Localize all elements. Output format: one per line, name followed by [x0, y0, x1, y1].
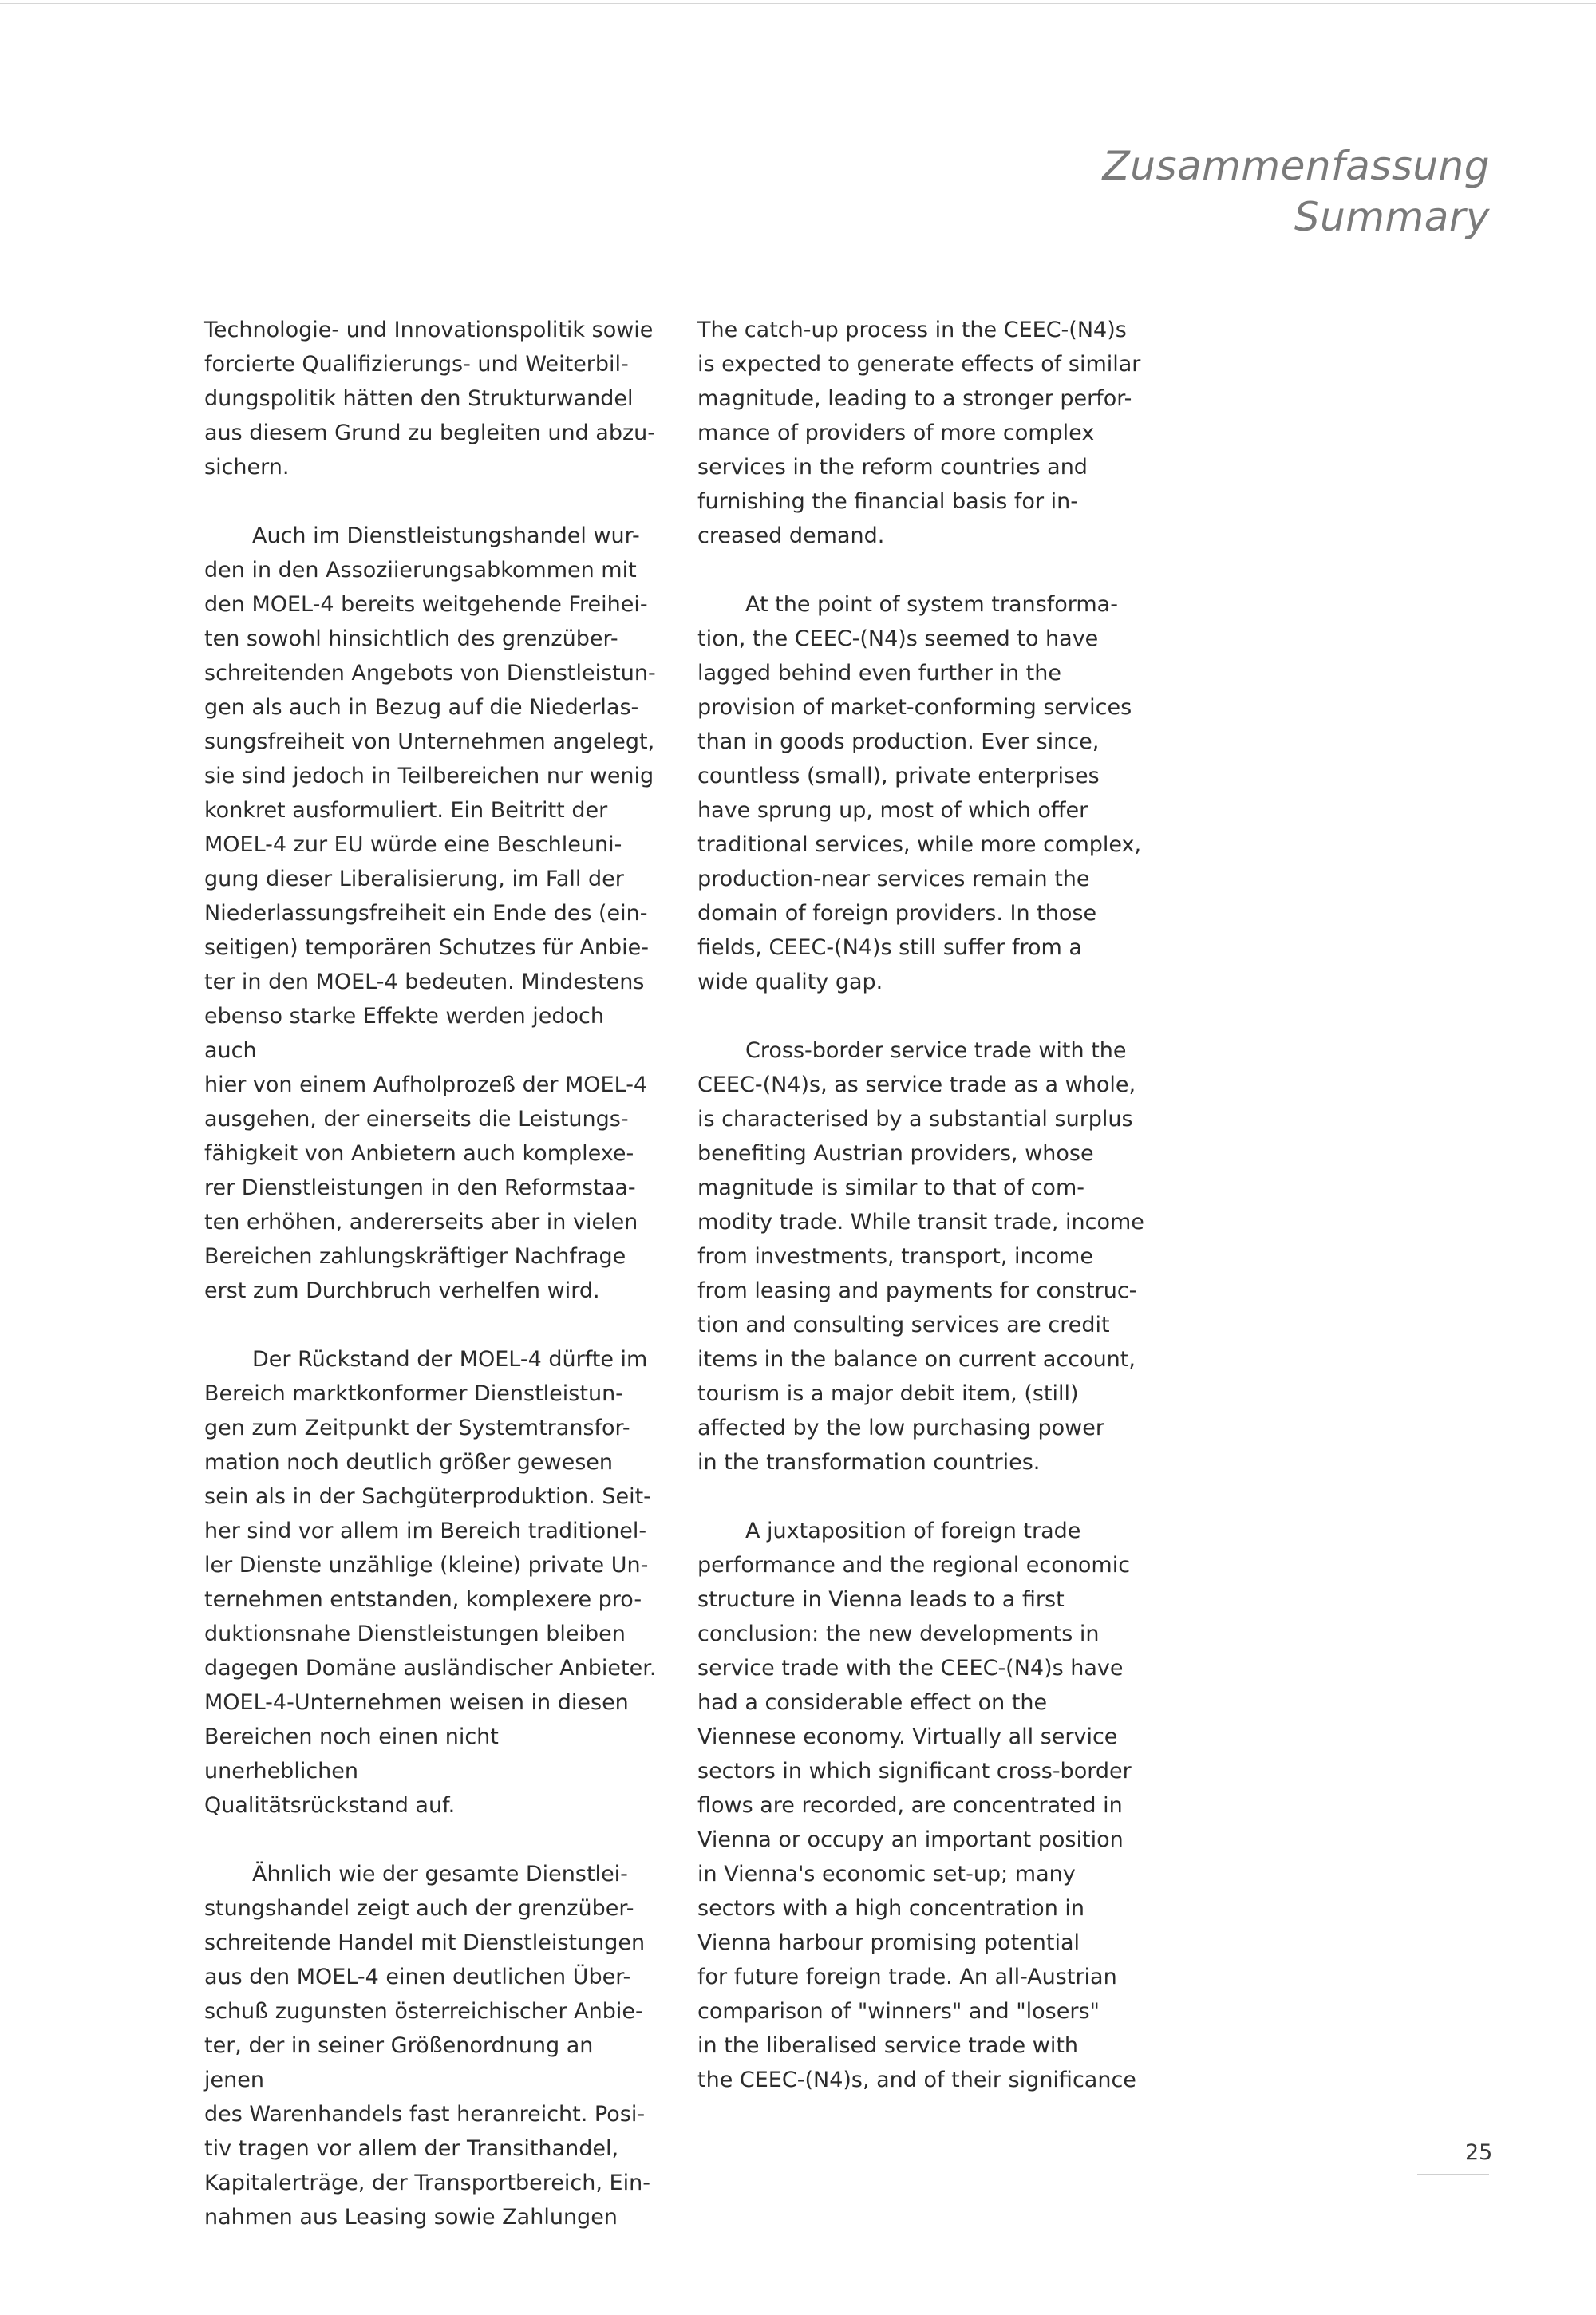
german-text-column	[204, 313, 659, 2269]
section-header	[1103, 140, 1490, 243]
top-rule	[0, 3, 1596, 4]
english-paragraph-4: A juxtaposition of foreign trade performance and the regional economic structure in Vienna leads to a first conclusion: the new developments in service trade with the CEEC-(N4)s have had a considerable effect on the Viennese economy. Virtually all service sectors in which significant cross-border flows are recorded, are concentrated in Vienna or occupy an important position in Vienna's economic set-up; many sectors with a high concentration in Vienna harbour promising potential for future foreign trade. An all-Austrian comparison of "winners" and "losers" in the liberalised service trade with the CEEC-(N4)s, and of their significance	[697, 1519, 1136, 2092]
english-paragraph-2: At the point of system transforma- tion, the CEEC-(N4)s seemed to have lagged behind even further in the provision of market-conforming services than in goods production. Ever since, countless (small), private enterprises have sprung up, most of which offer traditional services, while more complex, production-near services remain the domain of foreign providers. In those fields, CEEC-(N4)s still suffer from a wide quality gap.	[697, 592, 1142, 994]
section-title-german: Zusammenfassung	[1102, 143, 1490, 189]
page-number: 25	[1465, 2140, 1493, 2165]
german-paragraph-4: Ähnlich wie der gesamte Dienstlei- stungshandel zeigt auch der grenzüber- schreitende Handel mit Dienstleistungen aus den MOEL-4 einen deutlichen Über- schuß zugunsten österreichischer Anbie- ter, der in seiner Größenordnung an jenen des Warenhandels fast heranreicht. Posi- tiv tragen vor allem der Transithandel, Kapitalerträge, der Transportbereich, Ein- nahmen aus Leasing sowie Zahlungen	[204, 1862, 650, 2230]
english-paragraph-1: The catch-up process in the CEEC-(N4)s is expected to generate effects of similar magnitude, leading to a stronger perfor- mance of providers of more complex services in the reform countries and furnishing the financial basis for in- creased demand.	[697, 318, 1141, 548]
english-paragraph-3: Cross-border service trade with the CEEC-(N4)s, as service trade as a whole, is characterised by a substantial surplus benefiting Austrian providers, whose magnitude is similar to that of com- modity trade. While transit trade, income from investments, transport, income from leasing and payments for construc- tion and consulting services are credit items in the balance on current account, tourism is a major debit item, (still) affected by the low purchasing power in the transformation countries.	[697, 1038, 1144, 1475]
german-paragraph-2: Auch im Dienstleistungshandel wur- den in den Assoziierungsabkommen mit den MOEL-4 bereits weitgehende Freihei- ten sowohl hinsichtlich des grenzüber- schreitenden Angebots von Dienstleistun- gen als auch in Bezug auf die Niederlas- sungsfreiheit von Unternehmen angelegt, sie sind jedoch in Teilbereichen nur wenig konkret ausformuliert. Ein Beitritt der MOEL-4 zur EU würde eine Beschleuni- gung dieser Liberalisierung, im Fall der Niederlassungsfreiheit ein Ende des (ein- seitigen) temporären Schutzes für Anbie- ter in den MOEL-4 bedeuten. Mindestens ebenso starke Effekte werden jedoch auch hier von einem Aufholprozeß der MOEL-4 ausgehen, der einerseits die Leistungs- fähigkeit von Anbietern auch komplexe- rer Dienstleistungen in den Reformstaa- ten erhöhen, andererseits aber in vielen Bereichen zahlungskräftiger Nachfrage erst zum Durchbruch verhelfen wird.	[204, 523, 656, 1303]
section-title-english: Summary	[1294, 194, 1490, 240]
german-paragraph-1: Technologie- und Innovationspolitik sowie forcierte Qualifizierungs- und Weiterbil- dungspolitik hätten den Strukturwandel aus diesem Grund zu begleiten und abzu- sichern.	[204, 318, 656, 480]
english-text-column	[697, 313, 1176, 2131]
page-number-rule	[1417, 2174, 1489, 2175]
german-paragraph-3: Der Rückstand der MOEL-4 dürfte im Bereich marktkonformer Dienstleistun- gen zum Zeitpunkt der Systemtransfor- mation noch deutlich größer gewesen sein als in der Sachgüterproduktion. Seit- her sind vor allem im Bereich traditionel- ler Dienste unzählige (kleine) private Un- ternehmen entstanden, komplexere pro- duktionsnahe Dienstleistungen bleiben dagegen Domäne ausländischer Anbieter. MOEL-4-Unternehmen weisen in diesen Bereichen noch einen nicht unerheblichen Qualitätsrückstand auf.	[204, 1347, 657, 1818]
